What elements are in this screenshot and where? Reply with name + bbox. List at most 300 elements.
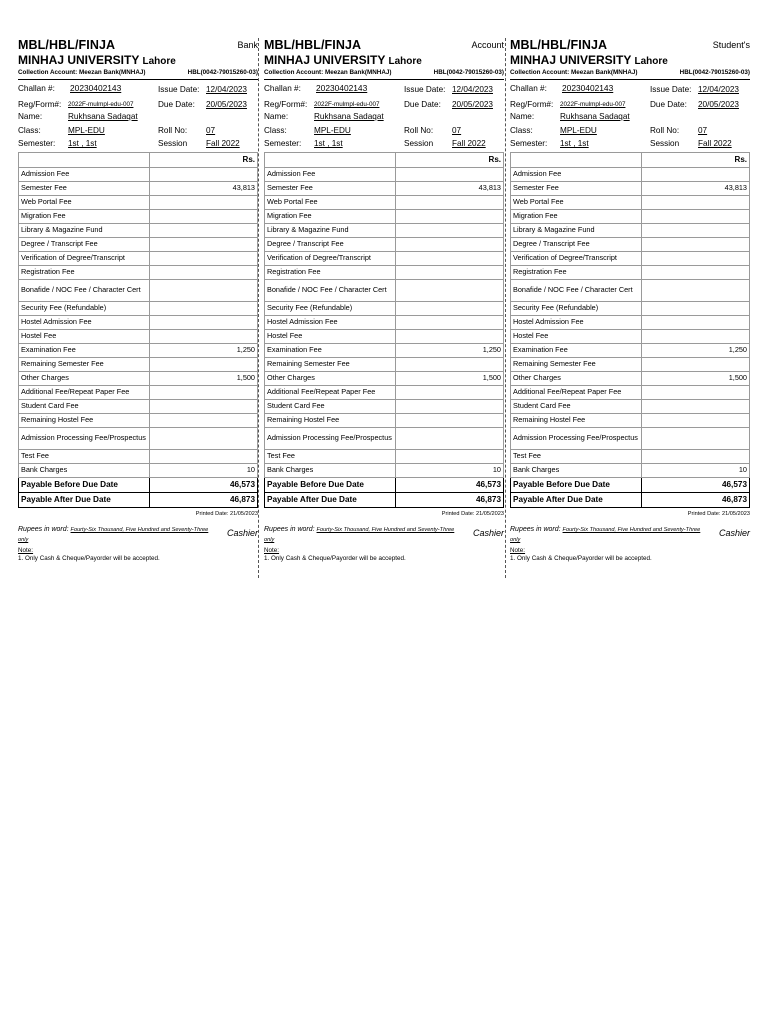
fee-amount [150,266,258,280]
challan-header [510,38,750,82]
fee-description: Remaining Hostel Fee [19,414,150,428]
name-label: Name: [510,112,535,121]
fee-amount [642,428,750,450]
challan-copy-1 [18,38,258,563]
fee-amount [150,168,258,182]
fee-row [265,316,504,330]
fee-amount [642,414,750,428]
fee-row [19,400,258,414]
note-title: Note: [18,547,34,554]
payable-after-due-row [265,493,504,508]
rupees-label: Rupees in word: [264,526,315,533]
fee-row [511,372,750,386]
fee-row [19,210,258,224]
fee-description: Migration Fee [265,210,396,224]
fee-row [265,386,504,400]
due-date: 20/05/2023 [698,100,739,109]
note-title: Note: [264,547,280,554]
rupees-words: Fourty-Six Thousand, Five Hundred and Seventy-Three only [264,527,455,543]
bank-line: MBL/HBL/FINJA [18,38,116,52]
fee-amount: 43,813 [642,182,750,196]
fee-amount [396,330,504,344]
fee-description: Test Fee [265,450,396,464]
challan-number: 20230402143 [70,83,122,93]
fee-description: Test Fee [19,450,150,464]
fee-amount: 1,250 [642,344,750,358]
semester-value: 1st , 1st [560,139,589,148]
fee-amount [396,196,504,210]
semester-value: 1st , 1st [68,139,97,148]
fee-amount: 10 [396,464,504,478]
fee-description: Library & Magazine Fund [19,224,150,238]
hbl-account: HBL(0042-79015260-03) [433,69,504,76]
printed-date: Printed Date: 21/05/2023 [441,511,504,517]
fee-description: Security Fee (Refundable) [19,302,150,316]
fee-description: Student Card Fee [19,400,150,414]
printed-date: Printed Date: 21/05/2023 [687,511,750,517]
rupees-words: Fourty-Six Thousand, Five Hundred and Seventy-Three only [510,527,701,543]
fee-amount [642,196,750,210]
payable-after-due-row-amount: 46,873 [396,493,504,508]
fee-amount [396,358,504,372]
fee-row [265,428,504,450]
fee-amount [396,210,504,224]
student-name: Rukhsana Sadaqat [560,112,630,121]
payable-before-due-row-amount: 46,573 [150,478,258,493]
note-text: 1. Only Cash & Cheque/Payorder will be accepted. [510,555,652,562]
fee-row [19,168,258,182]
fee-amount [396,224,504,238]
fee-description: Hostel Admission Fee [19,316,150,330]
fee-description: Verification of Degree/Transcript [265,252,396,266]
fee-row [511,450,750,464]
fee-row [19,196,258,210]
fee-description: Degree / Transcript Fee [511,238,642,252]
fee-row [511,266,750,280]
due-date-label: Due Date: [650,100,687,109]
fee-description: Bank Charges [19,464,150,478]
issue-date: 12/04/2023 [452,85,493,94]
collection-account [264,69,504,76]
roll-number: 07 [452,126,462,135]
challan-number: 20230402143 [316,83,368,93]
fee-description: Registration Fee [511,266,642,280]
payable-after-due-row [19,493,258,508]
fee-amount [150,428,258,450]
fee-description: Degree / Transcript Fee [19,238,150,252]
roll-label: Roll No: [650,126,680,135]
student-name: Rukhsana Sadaqat [68,112,138,121]
rupees-words: Fourty-Six Thousand, Five Hundred and Seventy-Three only [18,527,209,543]
collection-account-text: Collection Account: Meezan Bank(MNHAJ) [510,69,638,76]
fee-description: Additional Fee/Repeat Paper Fee [19,386,150,400]
fee-amount [396,168,504,182]
collection-account-text: Collection Account: Meezan Bank(MNHAJ) [18,69,146,76]
class-value: MPL-EDU [68,126,105,135]
fee-row [265,168,504,182]
fee-row [19,372,258,386]
payable-after-due-row-amount: 46,873 [150,493,258,508]
fee-description: Hostel Fee [265,330,396,344]
university-city: Lahore [634,56,668,67]
fee-row [265,344,504,358]
class-label: Class: [510,126,533,135]
semester-label: Semester: [510,139,548,148]
fee-row [19,316,258,330]
fee-amount [642,266,750,280]
challan-copy-2 [264,38,504,563]
reg-label: Reg/Form#: [264,100,308,109]
amount-in-words [18,521,258,547]
fee-row [265,358,504,372]
fee-amount [396,400,504,414]
rupees-in-words [18,525,218,545]
fee-table [264,152,504,508]
fee-description: Bank Charges [265,464,396,478]
fee-row [265,330,504,344]
cut-line-2 [505,38,506,578]
note-text: 1. Only Cash & Cheque/Payorder will be accepted. [264,555,406,562]
fee-amount [642,302,750,316]
fee-row [19,344,258,358]
fee-description: Library & Magazine Fund [265,224,396,238]
fee-row [511,414,750,428]
due-date: 20/05/2023 [452,100,493,109]
collection-account-text: Collection Account: Meezan Bank(MNHAJ) [264,69,392,76]
fee-amount [150,414,258,428]
fee-description: Remaining Hostel Fee [511,414,642,428]
university-city: Lahore [142,56,176,67]
issue-date: 12/04/2023 [206,85,247,94]
fee-amount [396,238,504,252]
fee-description: Semester Fee [511,182,642,196]
challan-label: Challan #: [18,84,55,93]
fee-amount [642,400,750,414]
issue-date-label: Issue Date: [650,85,692,94]
fee-description: Remaining Semester Fee [265,358,396,372]
fee-description: Additional Fee/Repeat Paper Fee [265,386,396,400]
fee-row [19,182,258,196]
fee-amount [150,224,258,238]
challan-header [264,38,504,82]
fee-row [511,464,750,478]
class-value: MPL-EDU [314,126,351,135]
fee-amount: 1,500 [396,372,504,386]
fee-row [511,428,750,450]
fee-description: Migration Fee [19,210,150,224]
fee-row [265,450,504,464]
fee-amount [396,428,504,450]
fee-row [265,182,504,196]
fee-amount: 1,500 [642,372,750,386]
header-desc-cell [19,153,150,168]
fee-amount [150,316,258,330]
fee-description: Test Fee [511,450,642,464]
hbl-account: HBL(0042-79015260-03) [187,69,258,76]
class-label: Class: [264,126,287,135]
payable-after-due-row-label: Payable After Due Date [265,493,396,508]
bank-line: MBL/HBL/FINJA [510,38,608,52]
fee-row [19,252,258,266]
issue-date-label: Issue Date: [158,85,200,94]
header-rule [264,79,504,80]
fee-description: Migration Fee [511,210,642,224]
fee-row [19,358,258,372]
fee-amount [396,302,504,316]
fee-row [19,280,258,302]
hbl-account: HBL(0042-79015260-03) [679,69,750,76]
fee-description: Bonafide / NOC Fee / Character Cert [19,280,150,302]
fee-description: Web Portal Fee [511,196,642,210]
semester-label: Semester: [18,139,56,148]
session-label: Session [404,139,434,148]
fee-row [511,182,750,196]
fee-table-header [19,153,258,168]
fee-description: Admission Processing Fee/Prospectus [511,428,642,450]
fee-row [265,280,504,302]
student-name: Rukhsana Sadaqat [314,112,384,121]
fee-amount [150,358,258,372]
roll-number: 07 [698,126,708,135]
fee-row [265,196,504,210]
fee-description: Admission Fee [265,168,396,182]
fee-row [511,196,750,210]
fee-description: Registration Fee [265,266,396,280]
reg-number: 2022F-mulmpl-edu-007 [560,101,626,108]
fee-row [511,316,750,330]
semester-label: Semester: [264,139,302,148]
note-title: Note: [510,547,526,554]
note [510,547,750,563]
session-value: Fall 2022 [698,139,732,148]
payable-before-due-row-amount: 46,573 [396,478,504,493]
fee-row [265,464,504,478]
rupees-label: Rupees in word: [510,526,561,533]
fee-description: Additional Fee/Repeat Paper Fee [511,386,642,400]
session-label: Session [158,139,188,148]
student-info [18,82,258,152]
issue-date: 12/04/2023 [698,85,739,94]
class-label: Class: [18,126,41,135]
fee-description: Student Card Fee [265,400,396,414]
payable-before-due-row-amount: 46,573 [642,478,750,493]
fee-description: Examination Fee [19,344,150,358]
fee-description: Degree / Transcript Fee [265,238,396,252]
fee-amount [642,316,750,330]
fee-row [265,400,504,414]
due-date: 20/05/2023 [206,100,247,109]
due-date-label: Due Date: [404,100,441,109]
fee-amount [396,316,504,330]
fee-amount [642,386,750,400]
university-title: MINHAJ UNIVERSITY [18,53,140,67]
fee-row [511,224,750,238]
fee-amount [150,280,258,302]
fee-description: Other Charges [265,372,396,386]
payable-after-due-row [511,493,750,508]
fee-description: Web Portal Fee [19,196,150,210]
rupees-in-words [264,525,464,545]
fee-amount [396,266,504,280]
fee-description: Bonafide / NOC Fee / Character Cert [511,280,642,302]
rs-header: Rs. [396,153,504,168]
fee-row [19,450,258,464]
challan-header [18,38,258,82]
fee-description: Verification of Degree/Transcript [511,252,642,266]
fee-description: Remaining Hostel Fee [265,414,396,428]
fee-description: Other Charges [19,372,150,386]
header-desc-cell [265,153,396,168]
issue-date-label: Issue Date: [404,85,446,94]
note [264,547,504,563]
due-date-label: Due Date: [158,100,195,109]
session-value: Fall 2022 [452,139,486,148]
payable-before-due-row-label: Payable Before Due Date [265,478,396,493]
fee-amount [150,400,258,414]
student-info [264,82,504,152]
fee-amount [150,238,258,252]
amount-in-words [264,521,504,547]
rupees-label: Rupees in word: [18,526,69,533]
cashier-label: Cashier [718,528,750,538]
fee-amount [642,238,750,252]
fee-amount [150,252,258,266]
university-name [18,53,176,67]
collection-account [510,69,750,76]
fee-row [511,302,750,316]
fee-amount [642,280,750,302]
payable-after-due-row-label: Payable After Due Date [19,493,150,508]
fee-amount: 10 [150,464,258,478]
fee-amount [150,386,258,400]
copy-label: Account [471,40,504,50]
reg-number: 2022F-mulmpl-edu-007 [314,101,380,108]
fee-row [511,210,750,224]
fee-description: Registration Fee [19,266,150,280]
fee-row [265,224,504,238]
fee-row [511,238,750,252]
university-title: MINHAJ UNIVERSITY [264,53,386,67]
reg-label: Reg/Form#: [510,100,554,109]
fee-amount [396,450,504,464]
fee-amount [150,210,258,224]
fee-row [19,386,258,400]
fee-table [18,152,258,508]
fee-description: Other Charges [511,372,642,386]
fee-row [19,238,258,252]
fee-row [511,344,750,358]
rupees-in-words [510,525,710,545]
fee-row [19,428,258,450]
payable-before-due-row [265,478,504,493]
fee-row [511,330,750,344]
fee-description: Bank Charges [511,464,642,478]
fee-amount [642,358,750,372]
fee-amount: 10 [642,464,750,478]
fee-description: Bonafide / NOC Fee / Character Cert [265,280,396,302]
fee-description: Hostel Admission Fee [511,316,642,330]
fee-row [19,266,258,280]
fee-description: Admission Fee [511,168,642,182]
fee-description: Admission Processing Fee/Prospectus [19,428,150,450]
cut-line-1 [258,38,259,578]
fee-description: Hostel Fee [19,330,150,344]
fee-table-header [511,153,750,168]
reg-label: Reg/Form#: [18,100,62,109]
fee-amount [642,224,750,238]
note [18,547,258,563]
fee-table-body [265,153,504,508]
payable-before-due-row-label: Payable Before Due Date [19,478,150,493]
fee-description: Security Fee (Refundable) [265,302,396,316]
fee-row [265,302,504,316]
fee-row [265,210,504,224]
fee-row [265,252,504,266]
fee-description: Admission Fee [19,168,150,182]
university-name [264,53,422,67]
fee-description: Student Card Fee [511,400,642,414]
header-rule [18,79,258,80]
payable-before-due-row [511,478,750,493]
fee-row [511,400,750,414]
fee-row [19,330,258,344]
name-label: Name: [264,112,289,121]
printed-date: Printed Date: 21/05/2023 [195,511,258,517]
fee-amount [642,210,750,224]
session-value: Fall 2022 [206,139,240,148]
bank-line: MBL/HBL/FINJA [264,38,362,52]
fee-amount: 1,250 [150,344,258,358]
fee-description: Verification of Degree/Transcript [19,252,150,266]
collection-account [18,69,258,76]
university-name [510,53,668,67]
challan-label: Challan #: [510,84,547,93]
fee-table-header [265,153,504,168]
fee-description: Semester Fee [19,182,150,196]
fee-description: Examination Fee [511,344,642,358]
fee-row [19,224,258,238]
fee-amount [150,196,258,210]
copy-label: Bank [237,40,258,50]
fee-description: Web Portal Fee [265,196,396,210]
payable-after-due-row-amount: 46,873 [642,493,750,508]
fee-table-body [19,153,258,508]
amount-in-words [510,521,750,547]
fee-row [511,358,750,372]
fee-description: Hostel Fee [511,330,642,344]
fee-amount [150,302,258,316]
fee-row [511,252,750,266]
cashier-label: Cashier [472,528,504,538]
roll-label: Roll No: [404,126,434,135]
fee-amount: 43,813 [150,182,258,196]
fee-row [265,266,504,280]
fee-amount [150,330,258,344]
fee-amount [396,280,504,302]
header-desc-cell [511,153,642,168]
payable-before-due-row-label: Payable Before Due Date [511,478,642,493]
fee-amount [396,414,504,428]
fee-amount [396,252,504,266]
fee-row [265,414,504,428]
fee-row [265,238,504,252]
fee-row [19,414,258,428]
fee-description: Semester Fee [265,182,396,196]
fee-amount [396,386,504,400]
fee-description: Remaining Semester Fee [19,358,150,372]
fee-amount [642,252,750,266]
fee-row [265,372,504,386]
